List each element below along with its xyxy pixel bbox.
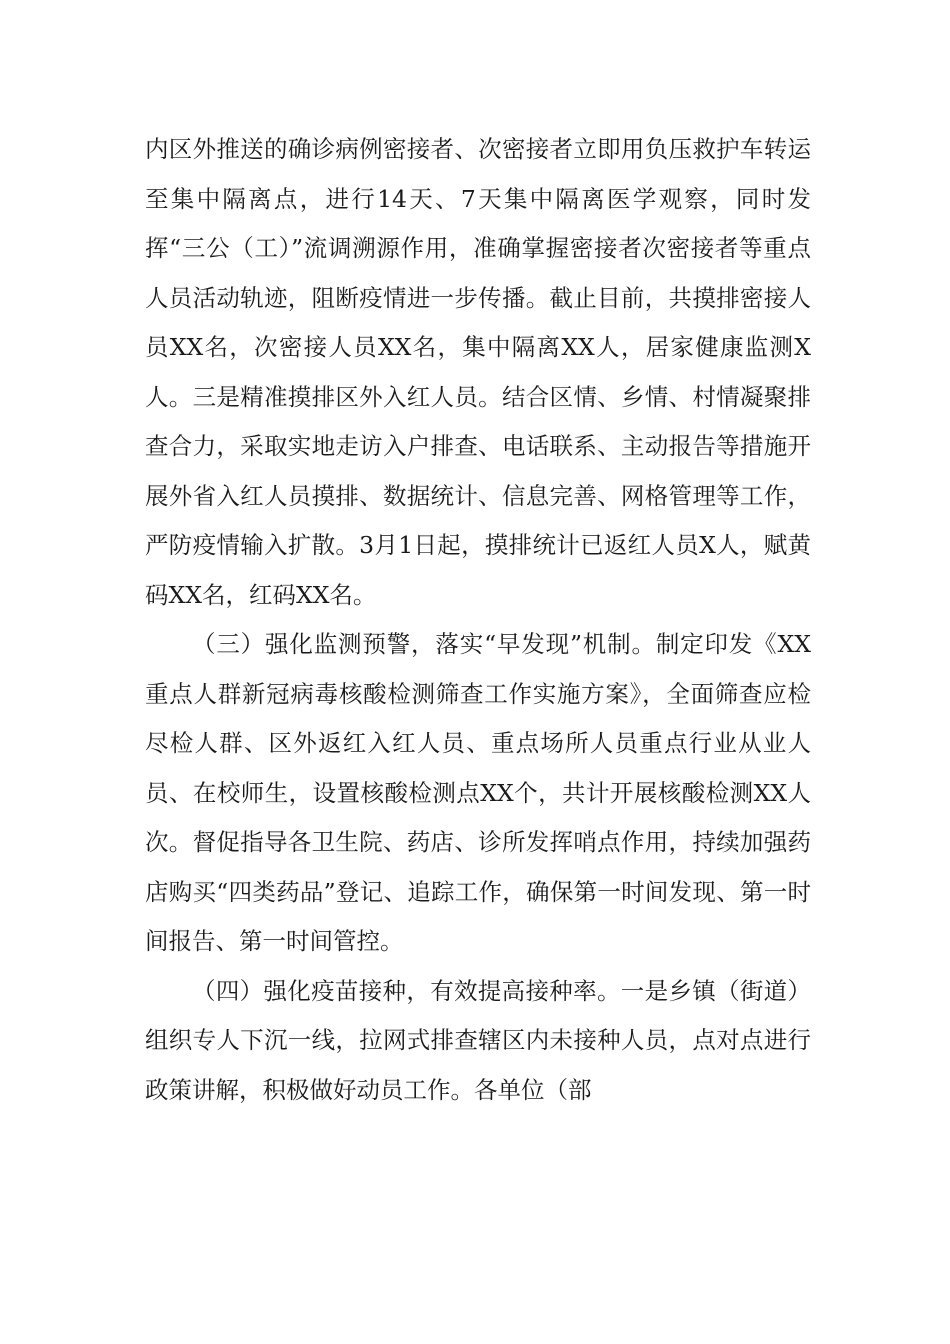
paragraph-continuation: 内区外推送的确诊病例密接者、次密接者立即用负压救护车转运至集中隔离点，进行14天、7天集中隔离医学观察，同时发挥“三公（工）”流调溯源作用，准确掌握密接者次密接者等重点人员活动轨迹，阻断疫情进一步传播。截止目前，共摸排密接人员XX名，次密接人员XX名，集中隔离XX人，居家健康监测X人。三是精准摸排区外入红人员。结合区情、乡情、村情凝聚排查合力，采取实地走访入户排查、电话联系、主动报告等措施开展外省入红人员摸排、数据统计、信息完善、网格管理等工作，严防疫情输入扩散。3月1日起，摸排统计已返红人员X人，赋黄码XX名，红码XX名。 xyxy=(145,135,811,609)
document-body xyxy=(145,125,811,1115)
paragraph-section-4: （四）强化疫苗接种，有效提高接种率。一是乡镇（街道）组织专人下沉一线，拉网式排查辖区内未接种人员，点对点进行政策讲解，积极做好动员工作。各单位（部 xyxy=(145,976,811,1104)
paragraph-section-3: （三）强化监测预警，落实“早发现”机制。制定印发《XX重点人群新冠病毒核酸检测筛查工作实施方案》，全面筛查应检尽检人群、区外返红入红人员、重点场所人员重点行业从业人员、在校师生，设置核酸检测点XX个，共计开展核酸检测XX人次。督促指导各卫生院、药店、诊所发挥哨点作用，持续加强药店购买“四类药品”登记、追踪工作，确保第一时间发现、第一时间报告、第一时间管控。 xyxy=(145,630,811,955)
